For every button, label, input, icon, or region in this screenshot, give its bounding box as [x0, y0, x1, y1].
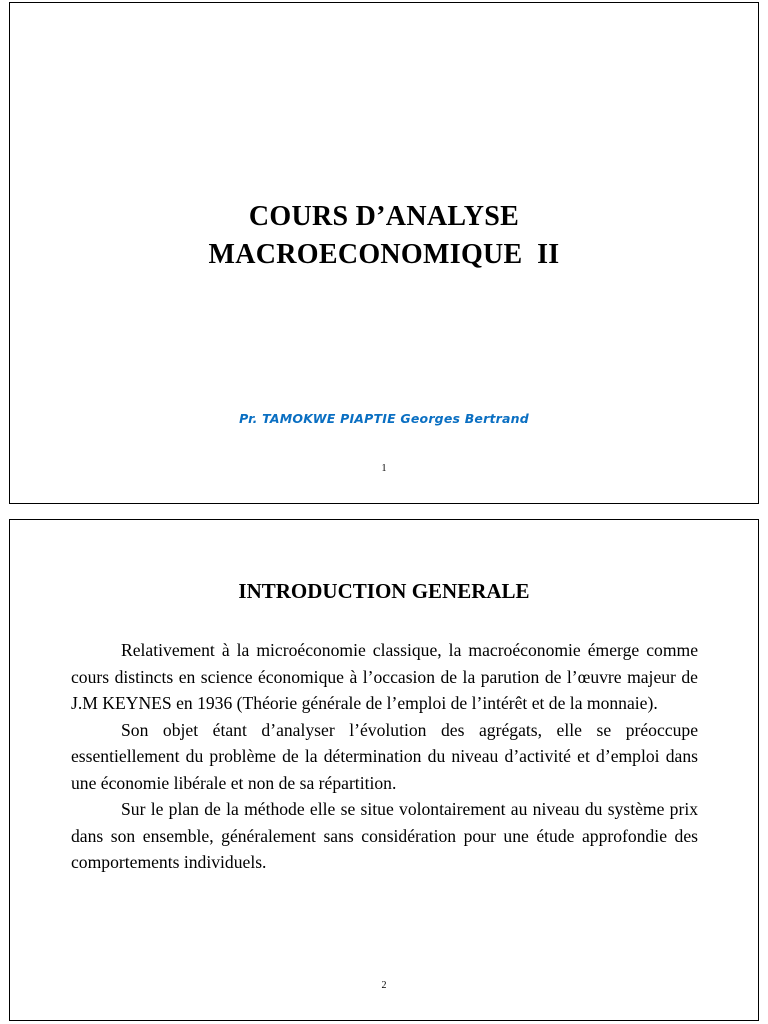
slide-1-title — [10, 198, 758, 274]
author-name: Pr. TAMOKWE PIAPTIE Georges Bertrand — [239, 411, 529, 426]
paragraph-1: Relativement à la microéconomie classique, la macroéconomie émerge comme cours distincts en science économique à l’occasion de la parution de l’œuvre majeur de J.M KEYNES en 1936 (Théorie générale de l’emploi de l’intérêt et de la monnaie). — [71, 640, 698, 713]
slide-1-title-line-1: COURS D’ANALYSE — [248, 201, 520, 232]
page-number-2: 2 — [381, 980, 387, 991]
slide-1 — [9, 2, 759, 504]
slide-2-body — [71, 637, 698, 876]
paragraph-2: Son objet étant d’analyser l’évolution des agrégats, elle se préoccupe essentiellement du problème de la détermination du niveau d’activité et d’emploi dans une économie libérale et non de sa répartition. — [71, 719, 698, 793]
slide-1-title-line-2: MACROECONOMIQUE II — [208, 239, 560, 270]
slide-2 — [9, 519, 759, 1021]
slide-2-title: INTRODUCTION GENERALE — [238, 579, 530, 603]
paragraph-3: Sur le plan de la méthode elle se situe volontairement au niveau du système prix dans son ensemble, généralement sans considération pour une étude approfondie des comportements individuels. — [71, 799, 698, 872]
page-number-1: 1 — [381, 463, 387, 474]
